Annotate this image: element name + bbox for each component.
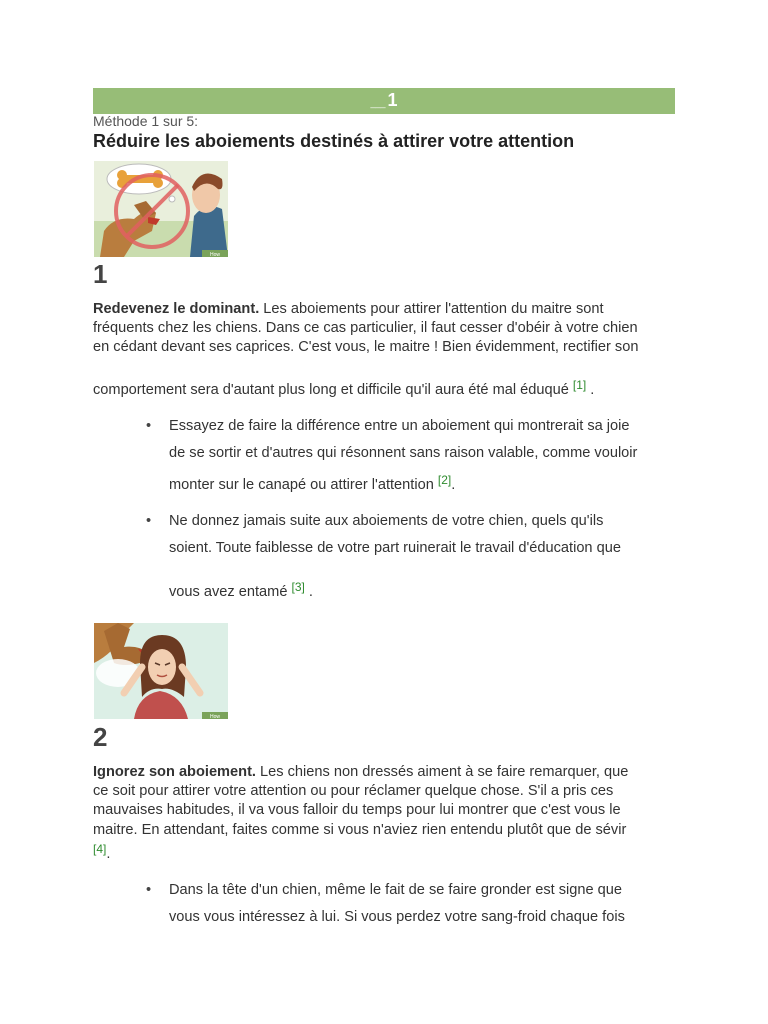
image-watermark: How xyxy=(209,252,221,257)
dog-barking-at-man-icon xyxy=(94,161,228,257)
banner-dash: ___ xyxy=(370,98,386,108)
step-1-end: . xyxy=(586,382,595,398)
bullet-end: . xyxy=(451,477,456,493)
citation-link[interactable]: [3] xyxy=(291,580,305,594)
method-title: Réduire les aboiements destinés à attirer votre attention xyxy=(93,131,575,151)
step-2-bold: Ignorez son aboiement. xyxy=(93,764,256,780)
woman-covering-ears-icon xyxy=(94,623,228,719)
bullet-line: Ne donnez jamais suite aux aboiements de votre chien, quels qu'ils xyxy=(169,513,604,529)
step-1-bullets xyxy=(146,413,676,615)
step-2-image xyxy=(94,623,228,719)
citation-link[interactable]: [2] xyxy=(437,473,452,487)
bullet-line: vous avez entamé xyxy=(169,584,288,600)
bullet-line: monter sur le canapé ou attirer l'attention xyxy=(169,477,434,493)
bullet-line: soient. Toute faiblesse de votre part ruinerait le travail d'éducation que xyxy=(169,540,621,556)
step-number: 1 xyxy=(93,259,108,289)
bullet-line: Essayez de faire la différence entre un aboiement qui montrerait sa joie xyxy=(169,418,630,434)
image-watermark: How xyxy=(209,714,221,719)
step-2-line-2: ce soit pour attirer votre attention ou pour réclamer quelque chose. S'il a pris ces xyxy=(93,783,614,800)
step-1-paragraph-end xyxy=(93,376,675,400)
step-2-end: . xyxy=(106,845,111,862)
citation-link[interactable]: [4] xyxy=(93,841,107,856)
citation-link[interactable]: [1] xyxy=(572,378,587,392)
step-1-line-3: en cédant devant ses caprices. C'est vous, le maitre ! Bien évidemment, rectifier son xyxy=(93,339,639,356)
step-1-image xyxy=(94,161,228,257)
step-1-paragraph xyxy=(93,300,675,358)
bullet-line: vous vous intéressez à lui. Si vous perdez votre sang-froid chaque fois xyxy=(169,909,625,925)
step-1-bold: Redevenez le dominant. xyxy=(93,301,260,317)
step-1-line-2: fréquents chez les chiens. Dans ce cas particulier, il faut cesser d'obéir à votre chien xyxy=(93,320,638,337)
bullet-line: Dans la tête d'un chien, même le fait de se faire gronder est signe que xyxy=(169,882,623,898)
step-2-paragraph xyxy=(93,763,675,864)
step-2-bullets xyxy=(146,877,676,940)
bullet-end: . xyxy=(304,584,313,600)
method-label: Méthode 1 sur 5: xyxy=(93,113,199,129)
step-2-line-4: maitre. En attendant, faites comme si vous n'aviez rien entendu plutôt que de sévir xyxy=(93,821,627,838)
bullet-item xyxy=(146,877,676,931)
bullet-item xyxy=(146,413,676,499)
banner-number: 1 xyxy=(387,90,398,110)
bullet-line: de se sortir et d'autres qui résonnent sans raison valable, comme vouloir xyxy=(169,445,638,461)
method-banner xyxy=(93,88,675,114)
step-number: 2 xyxy=(93,722,108,752)
step-1-line-4: comportement sera d'autant plus long et difficile qu'il aura été mal éduqué xyxy=(93,382,569,398)
step-2-line-1: Les chiens non dressés aiment à se faire remarquer, que xyxy=(255,764,629,780)
bullet-item xyxy=(146,508,676,606)
step-1-line-1: Les aboiements pour attirer l'attention du maitre sont xyxy=(259,301,604,317)
step-2-line-3: mauvaises habitudes, il va vous falloir du temps pour lui montrer que c'est vous le xyxy=(93,802,621,819)
